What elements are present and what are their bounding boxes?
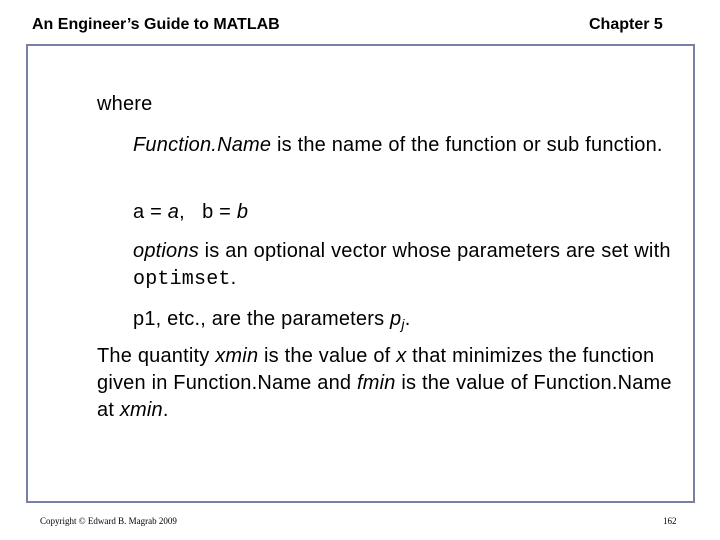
var-fmin: fmin <box>357 372 396 394</box>
var-xmin: xmin <box>215 345 259 367</box>
var-xmin: xmin <box>119 399 163 421</box>
period: . <box>404 308 411 330</box>
var-x: x <box>396 345 407 367</box>
var-b: b <box>202 201 214 223</box>
text: that minimizes the function given in Function.Name and <box>97 345 655 394</box>
text: is the value of <box>258 345 397 367</box>
equals-sign: = <box>213 201 237 223</box>
term-options: options <box>133 240 199 262</box>
var-b-italic: b <box>236 201 249 223</box>
definition-text: is an optional vector whose parameters are set with <box>198 240 671 262</box>
copyright-notice: Copyright © Edward B. Magrab 2009 <box>40 516 177 526</box>
definition-options <box>133 238 673 293</box>
period: . <box>230 267 237 289</box>
definition-function-name <box>133 132 673 159</box>
var-a-italic: a <box>167 201 180 223</box>
period: . <box>162 399 169 421</box>
text: The quantity <box>97 345 216 367</box>
definition-parameters <box>133 306 410 334</box>
term-function-name: Function.Name <box>133 134 272 156</box>
equals-sign: = <box>144 201 168 223</box>
definition-text: is the name of the function or sub function. <box>271 134 663 156</box>
text: is the value of Function.Name at <box>97 372 672 421</box>
header-title: An Engineer’s Guide to MATLAB <box>32 16 280 33</box>
page-number: 162 <box>663 516 677 526</box>
var-p: p <box>390 308 402 330</box>
chapter-label: Chapter 5 <box>589 16 663 33</box>
subscript-j: j <box>401 316 405 332</box>
closing-paragraph <box>97 343 687 424</box>
definition-a-b <box>133 199 248 226</box>
separator: , <box>179 201 203 223</box>
code-optimset: optimset <box>133 268 231 291</box>
where-label: where <box>97 93 153 115</box>
var-a: a <box>133 201 145 223</box>
definition-text: p1, etc., are the parameters <box>133 308 391 330</box>
